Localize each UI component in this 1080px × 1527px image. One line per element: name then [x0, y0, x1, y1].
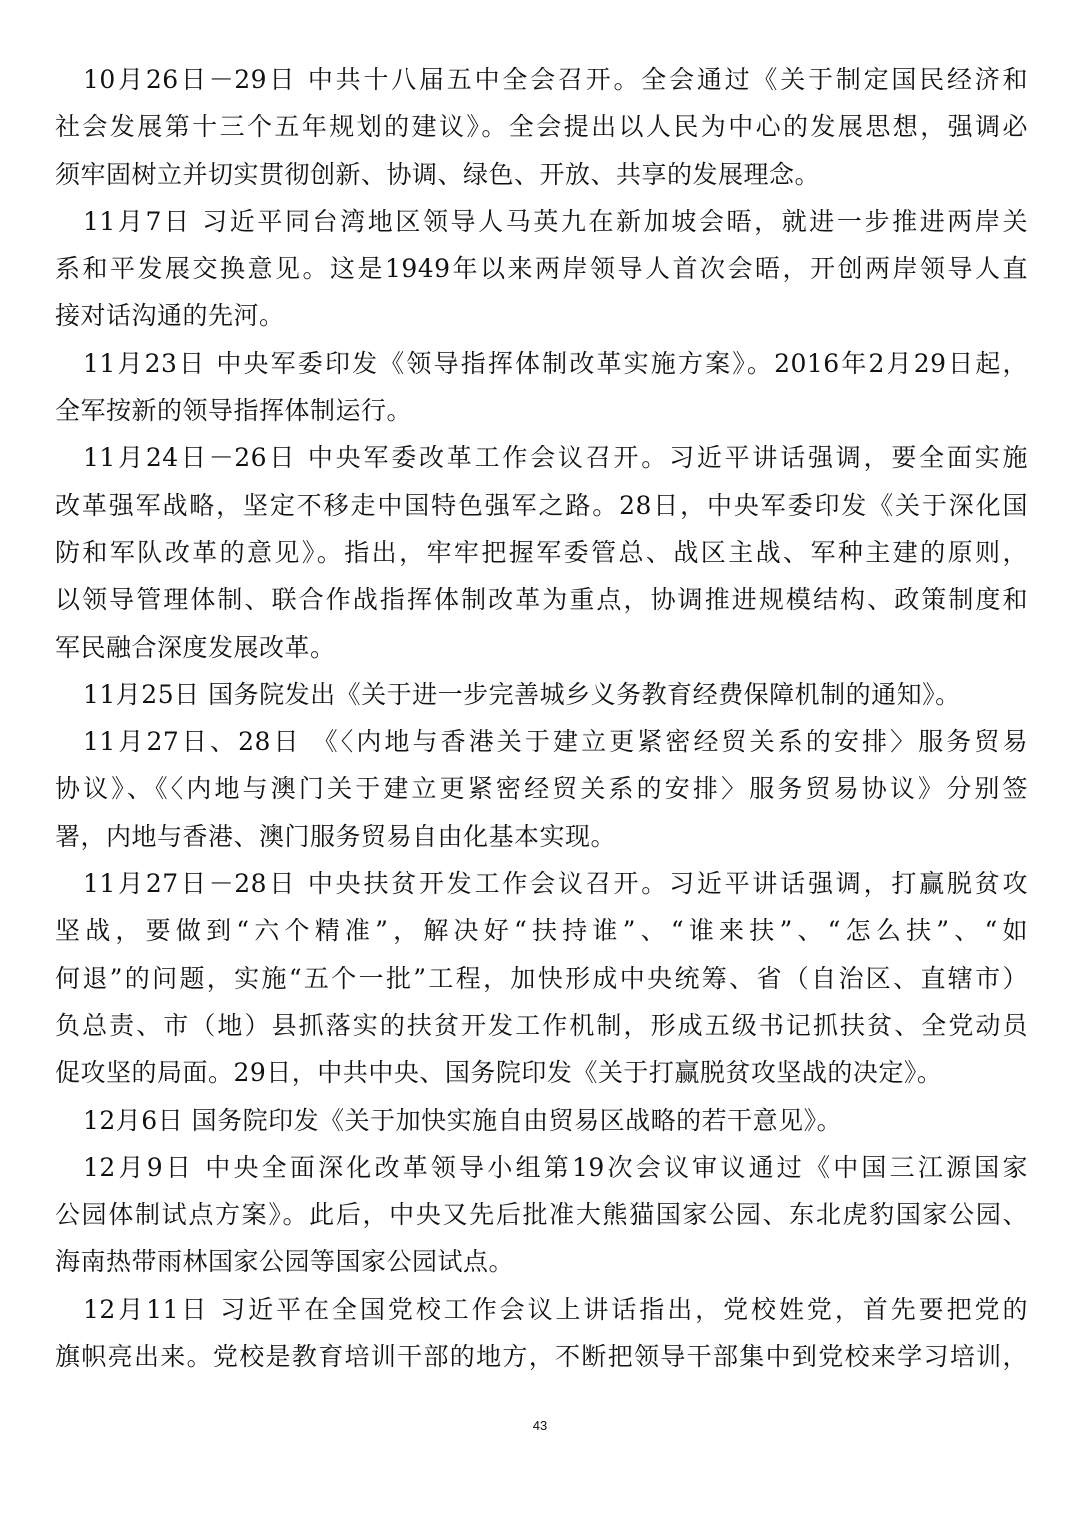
- text-line: 以领导管理体制、联合作战指挥体制改革为重点，协调推进规模结构、政策制度和: [55, 585, 1028, 615]
- paragraph: [55, 860, 1028, 1096]
- text-line: 负总责、市（地）县抓落实的扶贫开发工作机制，形成五级书记抓扶贫、全党动员: [55, 1010, 1028, 1040]
- text-line: 公园体制试点方案》。此后，中央又先后批准大熊猫国家公园、东北虎豹国家公园、: [55, 1200, 1028, 1230]
- text-line: 旗帜亮出来。党校是教育培训干部的地方，不断把领导干部集中到党校来学习培训，: [55, 1342, 1028, 1372]
- paragraph: [55, 198, 1028, 340]
- text-line: 11月27日－28日 中央扶贫开发工作会议召开。习近平讲话强调，打赢脱贫攻: [83, 869, 1028, 899]
- paragraph: [55, 434, 1028, 670]
- text-line: 12月9日 中央全面深化改革领导小组第19次会议审议通过《中国三江源国家: [83, 1152, 1028, 1182]
- page-number: 43: [532, 1418, 548, 1433]
- text-line: 社会发展第十三个五年规划的建议》。全会提出以人民为中心的发展思想，强调必: [55, 112, 1028, 142]
- paragraph: [55, 718, 1028, 860]
- text-line: 11月23日 中央军委印发《领导指挥体制改革实施方案》。2016年2月29日起，: [83, 348, 1028, 378]
- text-line: 防和军队改革的意见》。指出，牢牢把握军委管总、战区主战、军种主建的原则，: [55, 537, 1028, 567]
- text-line: 系和平发展交换意见。这是1949年以来两岸领导人首次会晤，开创两岸领导人直: [55, 254, 1028, 284]
- paragraph: [55, 671, 1028, 718]
- text-line: 11月27日、28日 《〈内地与香港关于建立更紧密经贸关系的安排〉服务贸易: [83, 727, 1028, 757]
- paragraph: [55, 1144, 1028, 1286]
- text-line: 12月11日 习近平在全国党校工作会议上讲话指出，党校姓党，首先要把党的: [83, 1294, 1028, 1324]
- text-line: 11月7日 习近平同台湾地区领导人马英九在新加坡会晤，就进一步推进两岸关: [83, 206, 1028, 236]
- text-line: 全军按新的领导指挥体制运行。: [55, 396, 413, 426]
- paragraph: [55, 340, 1028, 435]
- text-line: 须牢固树立并切实贯彻创新、协调、绿色、开放、共享的发展理念。: [55, 159, 821, 189]
- paragraph: [55, 56, 1028, 198]
- text-line: 11月25日 国务院发出《关于进一步完善城乡义务教育经费保障机制的通知》。: [83, 679, 961, 709]
- text-line: 促攻坚的局面。29日，中共中央、国务院印发《关于打赢脱贫攻坚战的决定》。: [55, 1058, 943, 1088]
- text-line: 坚战，要做到“六个精准”，解决好“扶持谁”、“谁来扶”、“怎么扶”、“如: [55, 916, 1028, 946]
- text-line: 接对话沟通的先河。: [55, 301, 285, 331]
- text-line: 10月26日－29日 中共十八届五中全会召开。全会通过《关于制定国民经济和: [83, 65, 1028, 94]
- text-line: 海南热带雨林国家公园等国家公园试点。: [55, 1247, 515, 1277]
- document-body: [55, 56, 1028, 1380]
- text-line: 军民融合深度发展改革。: [55, 632, 336, 662]
- text-line: 署，内地与香港、澳门服务贸易自由化基本实现。: [55, 821, 617, 851]
- paragraph: [55, 1286, 1028, 1381]
- text-line: 改革强军战略，坚定不移走中国特色强军之路。28日，中央军委印发《关于深化国: [55, 490, 1028, 520]
- text-line: 11月24日－26日 中央军委改革工作会议召开。习近平讲话强调，要全面实施: [83, 443, 1028, 473]
- text-line: 何退”的问题，实施“五个一批”工程，加快形成中央统筹、省（自治区、直辖市）: [55, 963, 1028, 993]
- text-line: 协议》、《〈内地与澳门关于建立更紧密经贸关系的安排〉服务贸易协议》分别签: [55, 774, 1028, 804]
- text-line: 12月6日 国务院印发《关于加快实施自由贸易区战略的若干意见》。: [83, 1105, 843, 1135]
- paragraph: [55, 1097, 1028, 1144]
